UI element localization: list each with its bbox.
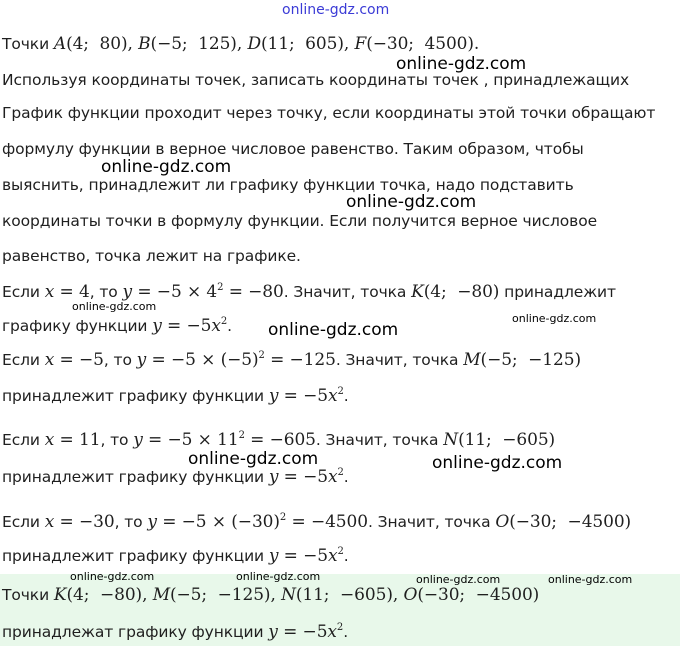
site-watermark: online-gdz.com [282,2,390,18]
answer-line: Точки K(4; −80), M(−5; −125), N(11; −605), O(−30; −4500) [2,585,540,605]
watermark: online-gdz.com [346,192,477,212]
points-list: A(4; 80), B(−5; 125), D(11; 605), F(−30; 4500). [53,34,480,54]
check-line: Если x = 11, то $y = -5 \times 11^2 = -605$. Значит, точка N(11; −605) [2,430,556,450]
watermark: online-gdz.com [268,320,399,340]
check-line: Если x = 4, то $y = -5 \times 4^2 = -80$. Значит, точка K(4; −80) принадлежит [2,282,616,302]
answer-line: принадлежат графику функции $y = -5x^2$. [2,622,349,642]
task-text: Используя координаты точек, записать координаты точек , принадлежащих [2,71,630,89]
watermark: online-gdz.com [70,570,155,583]
explanation-line: формулу функции в верное числовое равенство. Таким образом, чтобы [2,140,584,158]
watermark: online-gdz.com [432,453,563,473]
watermark: online-gdz.com [72,300,157,313]
watermark: online-gdz.com [416,573,501,586]
points-prefix: Точки [2,35,50,53]
check-line: принадлежит графику функции $y = -5x^2$. [2,546,349,566]
check-line: Если x = −5, то $y = -5 \times (-5)^2 = -125$. Значит, точка M(−5; −125) [2,350,581,370]
answer-points: K(4; −80), M(−5; −125), N(11; −605), O(−30; −4500) [53,585,540,605]
check-line: принадлежит графику функции $y = -5x^2$. [2,467,349,487]
watermark: online-gdz.com [512,312,597,325]
check-line: принадлежит графику функции $y = -5x^2$. [2,386,349,406]
points-line [2,34,479,54]
explanation-line: равенство, точка лежит на графике. [2,247,301,265]
explanation-line: выяснить, принадлежит ли графику функции точка, надо подставить [2,176,574,194]
check-line: Если x = −30, то $y = -5 \times (-30)^2 = -4500$. Значит, точка O(−30; −4500) [2,512,632,532]
watermark: online-gdz.com [396,54,527,74]
explanation-line: График функции проходит через точку, если координаты этой точки обращают [2,104,656,122]
watermark: online-gdz.com [548,573,633,586]
watermark: online-gdz.com [188,449,319,469]
watermark: online-gdz.com [236,570,321,583]
check-line: графику функции $y = -5x^2$. [2,316,232,336]
explanation-line: координаты точки в формулу функции. Если получится верное числовое [2,212,598,230]
watermark: online-gdz.com [101,157,232,177]
